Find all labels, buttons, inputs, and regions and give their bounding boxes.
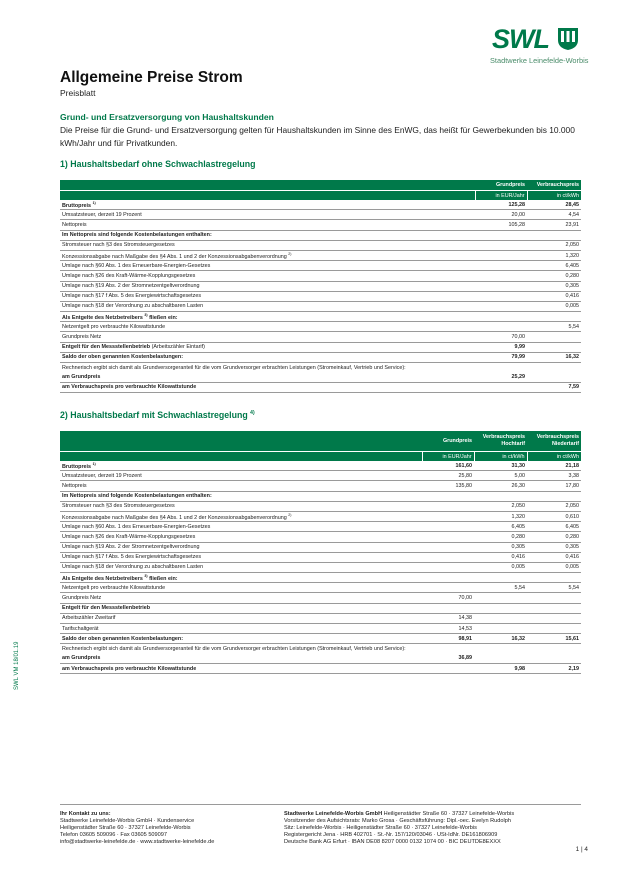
row-label-text: Rechnerisch ergibt sich damit als Grundversorgeranteil für die vom Grundversorger erbrachten Leistungen (Stromeinkauf, Vertrieb und Service): bbox=[62, 364, 406, 371]
cell-v: 6,405 bbox=[527, 261, 581, 271]
cell-v: 0,005 bbox=[527, 301, 581, 311]
cell-v bbox=[527, 363, 581, 373]
row-label-text: Tarifschaltgerät bbox=[62, 625, 99, 632]
cell-h: 5,54 bbox=[474, 583, 527, 593]
row-label bbox=[60, 382, 475, 392]
row-label-text: am Grundpreis bbox=[62, 655, 101, 662]
cell-g bbox=[422, 522, 474, 532]
row-label-text: Umlage nach §17 f Abs. 5 des Energiewirtschaftsgesetzes bbox=[62, 293, 202, 300]
cell-g bbox=[422, 573, 474, 583]
row-label-suffix: fließen ein: bbox=[147, 314, 178, 321]
table-row bbox=[60, 342, 581, 352]
cell-h bbox=[474, 613, 527, 623]
footnote-ref: 2) bbox=[288, 251, 292, 256]
cell-g bbox=[475, 271, 527, 281]
row-label bbox=[60, 363, 475, 373]
row-label bbox=[60, 634, 422, 644]
cell-g bbox=[475, 281, 527, 291]
table-row bbox=[60, 501, 581, 511]
row-label bbox=[60, 301, 475, 311]
footer-company-line bbox=[284, 811, 514, 818]
cell-n: 0,305 bbox=[527, 542, 581, 552]
cell-n bbox=[527, 573, 581, 583]
table-row bbox=[60, 532, 581, 542]
cell-g bbox=[422, 562, 474, 572]
table-row bbox=[60, 562, 581, 572]
cell-n bbox=[527, 613, 581, 623]
brand-name: SWL bbox=[492, 24, 549, 54]
row-label-text: Umsatzsteuer, derzeit 19 Prozent bbox=[62, 472, 142, 479]
cell-g bbox=[422, 511, 474, 521]
cell-h: 0,416 bbox=[474, 552, 527, 562]
row-label bbox=[60, 471, 422, 481]
footer-contact-link[interactable]: info@stadtwerke-leinefelde.de · www.stadtwerke-leinefelde.de bbox=[60, 839, 215, 846]
row-label-text: Arbeitszähler Zweitarif bbox=[62, 615, 116, 622]
row-label-text: Netzentgelt pro verbrauchte Kilowattstunde bbox=[62, 584, 166, 591]
cell-g: 98,91 bbox=[422, 634, 474, 644]
table-row bbox=[60, 250, 581, 260]
section2-heading-text: 2) Haushaltsbedarf mit Schwachlastregelung bbox=[60, 410, 248, 420]
cell-v bbox=[527, 312, 581, 322]
cell-h: 1,320 bbox=[474, 511, 527, 521]
cell-v: 1,320 bbox=[527, 250, 581, 260]
table-row bbox=[60, 240, 581, 250]
cell-n bbox=[527, 654, 581, 664]
row-label bbox=[60, 271, 475, 281]
cell-h: 2,050 bbox=[474, 501, 527, 511]
col-header-verbrauchspreis: Verbrauchspreis bbox=[527, 180, 581, 191]
col-header-grundpreis: Grundpreis bbox=[422, 431, 474, 452]
unit-niedertarif: in ct/kWh bbox=[527, 452, 581, 462]
intro-text: Die Preise für die Grund- und Ersatzversorgung gelten für Haushaltskunden im Sinne des EnWG, das heißt für Gewerbekunden bis 10.000 kWh/Jahr und für Privatkunden. bbox=[60, 125, 575, 148]
row-label bbox=[60, 261, 475, 271]
row-label-text: Netzentgelt pro verbrauchte Kilowattstunde bbox=[62, 323, 166, 330]
row-label-text: am Verbrauchspreis pro verbrauchte Kilowattstunde bbox=[62, 665, 197, 672]
row-label-text: Bruttopreis bbox=[62, 463, 92, 470]
row-label-text: Umlage nach §18 der Verordnung zu abschaltbaren Lasten bbox=[62, 564, 204, 571]
row-label-text: Bruttopreis bbox=[62, 202, 92, 209]
row-label bbox=[60, 552, 422, 562]
row-label bbox=[60, 613, 422, 623]
footer-contact bbox=[60, 811, 214, 846]
table-row bbox=[60, 200, 581, 210]
footer-contact-line: Heiligenstädter Straße 60 · 37327 Leinefelde-Worbis bbox=[60, 825, 191, 832]
cell-n: 15,61 bbox=[527, 634, 581, 644]
cell-g bbox=[475, 322, 527, 332]
cell-h: 0,280 bbox=[474, 532, 527, 542]
table-row bbox=[60, 624, 581, 634]
row-label bbox=[60, 230, 475, 240]
header-spacer bbox=[60, 180, 475, 191]
row-label-text: Umlage nach §26 des Kraft-Wärme-Kopplungsgesetzes bbox=[62, 533, 196, 540]
cell-g bbox=[422, 552, 474, 562]
table-row bbox=[60, 654, 581, 664]
row-label bbox=[60, 200, 475, 210]
header-spacer bbox=[60, 431, 422, 452]
table-row bbox=[60, 491, 581, 501]
cell-v bbox=[527, 332, 581, 342]
table-row bbox=[60, 552, 581, 562]
footer-divider bbox=[60, 804, 581, 805]
row-label bbox=[60, 481, 422, 491]
row-label bbox=[60, 501, 422, 511]
col-header-hochtarif-line2: Hochtarif bbox=[501, 441, 525, 447]
cell-g bbox=[422, 603, 474, 613]
header-spacer bbox=[60, 452, 422, 462]
row-label bbox=[60, 603, 422, 613]
cell-g bbox=[422, 491, 474, 501]
cell-g: 9,99 bbox=[475, 342, 527, 352]
cell-n bbox=[527, 624, 581, 634]
price-table-2 bbox=[60, 431, 581, 674]
intro-heading: Grund- und Ersatzversorgung von Haushaltskunden bbox=[60, 112, 274, 122]
table-row bbox=[60, 301, 581, 311]
row-label-text: Entgelt für den Messstellenbetrieb bbox=[62, 344, 151, 351]
row-label bbox=[60, 240, 475, 250]
footer-company bbox=[284, 811, 514, 846]
cell-n bbox=[527, 593, 581, 603]
cell-g: 20,00 bbox=[475, 210, 527, 220]
cell-g bbox=[475, 230, 527, 240]
header-spacer bbox=[60, 191, 475, 201]
table-row bbox=[60, 613, 581, 623]
section2-heading-note: 4) bbox=[250, 410, 255, 417]
cell-g: 25,80 bbox=[422, 471, 474, 481]
cell-h: 0,305 bbox=[474, 542, 527, 552]
cell-v bbox=[527, 373, 581, 383]
row-label-text: Stromsteuer nach §3 des Stromsteuergesetzes bbox=[62, 242, 175, 249]
table-row bbox=[60, 593, 581, 603]
cell-g bbox=[422, 664, 474, 674]
footer-contact-line: Telefon 03605 509096 · Fax 03605 509097 bbox=[60, 832, 167, 839]
row-label-text: Saldo der oben genannten Kostenbelastungen: bbox=[62, 354, 183, 361]
cell-g: 125,28 bbox=[475, 200, 527, 210]
row-label bbox=[60, 532, 422, 542]
row-label bbox=[60, 250, 475, 260]
table-row bbox=[60, 573, 581, 583]
row-label bbox=[60, 342, 475, 352]
row-label bbox=[60, 562, 422, 572]
cell-n: 0,280 bbox=[527, 532, 581, 542]
cell-n: 2,19 bbox=[527, 664, 581, 674]
row-label bbox=[60, 511, 422, 521]
row-label-text: Konzessionsabgabe nach Maßgabe des §4 Abs. 1 und 2 der Konzessionsabgabenverordnung bbox=[62, 514, 287, 521]
row-label bbox=[60, 573, 422, 583]
row-label-text: Im Nettopreis sind folgende Kostenbelastungen enthalten: bbox=[62, 493, 212, 500]
footer-company-name: Stadtwerke Leinefelde-Worbis GmbH bbox=[284, 811, 383, 817]
cell-h: 16,32 bbox=[474, 634, 527, 644]
cell-g: 70,00 bbox=[475, 332, 527, 342]
table-row bbox=[60, 471, 581, 481]
cell-g: 161,60 bbox=[422, 461, 474, 471]
footer-company-line: Registergericht Jena · HRB 402701 · St.-Nr. 157/120/03046 · USt-IdNr. DE161806909 bbox=[284, 832, 498, 839]
row-label-text: Rechnerisch ergibt sich damit als Grundversorgeranteil für die vom Grundversorger erbrachten Leistungen (Stromeinkauf, Vertrieb und Service): bbox=[62, 646, 406, 653]
cell-n bbox=[527, 491, 581, 501]
cell-n: 0,005 bbox=[527, 562, 581, 572]
row-label-text: am Grundpreis bbox=[62, 374, 101, 381]
cell-v bbox=[527, 230, 581, 240]
row-label bbox=[60, 593, 422, 603]
cell-h bbox=[474, 593, 527, 603]
row-label-text: Stromsteuer nach §3 des Stromsteuergesetzes bbox=[62, 503, 175, 510]
row-label-text: Entgelt für den Messstellenbetrieb bbox=[62, 605, 151, 612]
footer-company-address: Heiligenstädter Straße 60 · 37327 Leinefelde-Worbis bbox=[382, 811, 515, 817]
cell-g bbox=[422, 542, 474, 552]
footnote-ref: 1) bbox=[92, 200, 96, 205]
row-label-text: Umlage nach §18 der Verordnung zu abschaltbaren Lasten bbox=[62, 303, 204, 310]
cell-g bbox=[475, 240, 527, 250]
unit-verbrauchspreis: in ct/kWh bbox=[527, 191, 581, 201]
row-label bbox=[60, 373, 475, 383]
table-row bbox=[60, 363, 581, 373]
row-label-text: am Verbrauchspreis pro verbrauchte Kilowattstunde bbox=[62, 384, 197, 391]
cell-g: 105,28 bbox=[475, 220, 527, 230]
table-row bbox=[60, 291, 581, 301]
table-row bbox=[60, 332, 581, 342]
table-row bbox=[60, 352, 581, 362]
unit-grundpreis: in EUR/Jahr bbox=[422, 452, 474, 462]
cell-v: 4,54 bbox=[527, 210, 581, 220]
cell-h: 0,005 bbox=[474, 562, 527, 572]
footnote-ref: 2) bbox=[288, 512, 292, 517]
cell-g bbox=[475, 301, 527, 311]
document-code: SWL VM 18/01.19 bbox=[14, 641, 20, 690]
cell-h bbox=[474, 603, 527, 613]
row-label-text: Im Nettopreis sind folgende Kostenbelastungen enthalten: bbox=[62, 232, 212, 239]
table-row bbox=[60, 281, 581, 291]
footnote-ref: 1) bbox=[92, 461, 96, 466]
cell-h bbox=[474, 491, 527, 501]
row-label bbox=[60, 220, 475, 230]
row-label-text: Umlage nach §60 Abs. 1 des Erneuerbare-Energien-Gesetzes bbox=[62, 523, 211, 530]
row-label bbox=[60, 644, 422, 654]
cell-h bbox=[474, 624, 527, 634]
row-label-suffix: fließen ein: bbox=[147, 575, 178, 582]
cell-n: 2,050 bbox=[527, 501, 581, 511]
cell-v: 5,54 bbox=[527, 322, 581, 332]
page-subtitle: Preisblatt bbox=[60, 88, 96, 98]
row-label-text: Umlage nach §17 f Abs. 5 des Energiewirtschaftsgesetzes bbox=[62, 554, 202, 561]
cell-n bbox=[527, 603, 581, 613]
price-table-1 bbox=[60, 180, 581, 393]
row-label-text: Umlage nach §19 Abs. 2 der Stromnetzentgeltverordnung bbox=[62, 283, 200, 290]
row-label-text: Umlage nach §60 Abs. 1 des Erneuerbare-Energien-Gesetzes bbox=[62, 262, 211, 269]
table-row bbox=[60, 230, 581, 240]
cell-v: 2,050 bbox=[527, 240, 581, 250]
cell-n: 5,54 bbox=[527, 583, 581, 593]
cell-h bbox=[474, 573, 527, 583]
cell-h: 26,30 bbox=[474, 481, 527, 491]
row-label bbox=[60, 281, 475, 291]
row-label bbox=[60, 291, 475, 301]
table-row bbox=[60, 210, 581, 220]
table-row bbox=[60, 634, 581, 644]
row-label-text: Saldo der oben genannten Kostenbelastungen: bbox=[62, 635, 183, 642]
row-label-text: Nettopreis bbox=[62, 221, 87, 228]
cell-h: 5,00 bbox=[474, 471, 527, 481]
cell-g: 14,38 bbox=[422, 613, 474, 623]
cell-h: 6,405 bbox=[474, 522, 527, 532]
cell-n: 0,416 bbox=[527, 552, 581, 562]
cell-n bbox=[527, 644, 581, 654]
row-label bbox=[60, 654, 422, 664]
cell-g bbox=[422, 501, 474, 511]
cell-v: 0,416 bbox=[527, 291, 581, 301]
unit-grundpreis: in EUR/Jahr bbox=[475, 191, 527, 201]
cell-v: 0,280 bbox=[527, 271, 581, 281]
table-row bbox=[60, 481, 581, 491]
row-label bbox=[60, 522, 422, 532]
row-label bbox=[60, 352, 475, 362]
col-header-niedertarif bbox=[527, 431, 581, 452]
footer-company-line: Sitz: Leinefelde-Worbis · Heiligenstädter Straße 60 · 37327 Leinefelde-Worbis bbox=[284, 825, 477, 832]
cell-g: 25,29 bbox=[475, 373, 527, 383]
cell-g bbox=[422, 583, 474, 593]
table-row bbox=[60, 373, 581, 383]
row-label bbox=[60, 583, 422, 593]
cell-n: 3,38 bbox=[527, 471, 581, 481]
table-row bbox=[60, 542, 581, 552]
cell-g: 70,00 bbox=[422, 593, 474, 603]
cell-h bbox=[474, 644, 527, 654]
cell-v: 23,91 bbox=[527, 220, 581, 230]
unit-hochtarif: in ct/kWh bbox=[474, 452, 527, 462]
cell-v bbox=[527, 342, 581, 352]
row-label-text: Umsatzsteuer, derzeit 19 Prozent bbox=[62, 211, 142, 218]
row-label bbox=[60, 664, 422, 674]
footnote-ref: 3) bbox=[144, 573, 148, 578]
row-label bbox=[60, 210, 475, 220]
page-number: 1 | 4 bbox=[575, 846, 588, 853]
cell-g bbox=[475, 261, 527, 271]
brand-tagline: Stadtwerke Leinefelde-Worbis bbox=[490, 56, 589, 65]
row-label-text: Umlage nach §19 Abs. 2 der Stromnetzentgeltverordnung bbox=[62, 544, 200, 551]
cell-g: 79,99 bbox=[475, 352, 527, 362]
cell-v: 7,59 bbox=[527, 382, 581, 392]
cell-n: 0,610 bbox=[527, 511, 581, 521]
cell-g: 36,89 bbox=[422, 654, 474, 664]
cell-g bbox=[475, 291, 527, 301]
cell-v: 16,32 bbox=[527, 352, 581, 362]
row-label-text: Als Entgelte des Netzbetreibers bbox=[62, 575, 143, 582]
footnote-ref: 3) bbox=[144, 312, 148, 317]
cell-h: 9,98 bbox=[474, 664, 527, 674]
row-label-text: Nettopreis bbox=[62, 482, 87, 489]
row-label-text: Konzessionsabgabe nach Maßgabe des §4 Abs. 1 und 2 der Konzessionsabgabenverordnung bbox=[62, 253, 287, 260]
row-label-text: Umlage nach §26 des Kraft-Wärme-Kopplungsgesetzes bbox=[62, 272, 196, 279]
table-row bbox=[60, 382, 581, 392]
row-label bbox=[60, 491, 422, 501]
row-label-text: Als Entgelte des Netzbetreibers bbox=[62, 314, 143, 321]
table-row bbox=[60, 261, 581, 271]
row-label bbox=[60, 624, 422, 634]
shield-icon bbox=[556, 27, 580, 51]
row-label-text: Grundpreis Netz bbox=[62, 595, 102, 602]
table-row bbox=[60, 322, 581, 332]
cell-h bbox=[474, 654, 527, 664]
table-row bbox=[60, 461, 581, 471]
table-row bbox=[60, 312, 581, 322]
brand-logo bbox=[490, 24, 590, 74]
cell-n: 6,405 bbox=[527, 522, 581, 532]
col-header-niedertarif-line2: Niedertarif bbox=[552, 441, 579, 447]
cell-n: 21,18 bbox=[527, 461, 581, 471]
cell-g: 14,53 bbox=[422, 624, 474, 634]
cell-v: 28,45 bbox=[527, 200, 581, 210]
footer-company-line: Deutsche Bank AG Erfurt · IBAN DE08 8207 0000 0132 1074 00 · BIC DEUTDE8EXXX bbox=[284, 839, 501, 846]
footer-company-line: Vorsitzender des Aufsichtsrats: Marko Grosa · Geschäftsführung: Dipl.-oec. Evelyn Rudolph bbox=[284, 818, 511, 825]
col-header-niedertarif-line1: Verbrauchspreis bbox=[536, 434, 579, 441]
row-label bbox=[60, 332, 475, 342]
cell-v: 0,305 bbox=[527, 281, 581, 291]
table-row bbox=[60, 664, 581, 674]
section1-heading: 1) Haushaltsbedarf ohne Schwachlastregelung bbox=[60, 159, 256, 169]
cell-g bbox=[475, 250, 527, 260]
row-label-text: Grundpreis Netz bbox=[62, 334, 102, 341]
col-header-hochtarif bbox=[474, 431, 527, 452]
footer-contact-line: Stadtwerke Leinefelde-Worbis GmbH · Kundenservice bbox=[60, 818, 195, 825]
cell-g bbox=[475, 363, 527, 373]
cell-g bbox=[475, 312, 527, 322]
table-row bbox=[60, 583, 581, 593]
row-label bbox=[60, 322, 475, 332]
row-label bbox=[60, 542, 422, 552]
cell-g bbox=[422, 644, 474, 654]
footer-contact-heading: Ihr Kontakt zu uns: bbox=[60, 811, 111, 817]
cell-g: 135,80 bbox=[422, 481, 474, 491]
row-label-extra: (Arbeitszähler Eintarif) bbox=[150, 344, 205, 351]
section2-heading bbox=[60, 410, 255, 420]
col-header-grundpreis: Grundpreis bbox=[475, 180, 527, 191]
cell-g bbox=[475, 382, 527, 392]
cell-h: 31,30 bbox=[474, 461, 527, 471]
cell-n: 17,80 bbox=[527, 481, 581, 491]
cell-g bbox=[422, 532, 474, 542]
page-title: Allgemeine Preise Strom bbox=[60, 69, 243, 86]
col-header-hochtarif-line1: Verbrauchspreis bbox=[482, 434, 525, 441]
table-row bbox=[60, 603, 581, 613]
row-label bbox=[60, 312, 475, 322]
table-row bbox=[60, 271, 581, 281]
row-label bbox=[60, 461, 422, 471]
table-row bbox=[60, 220, 581, 230]
table-row bbox=[60, 522, 581, 532]
table-row bbox=[60, 644, 581, 654]
table-row bbox=[60, 511, 581, 521]
